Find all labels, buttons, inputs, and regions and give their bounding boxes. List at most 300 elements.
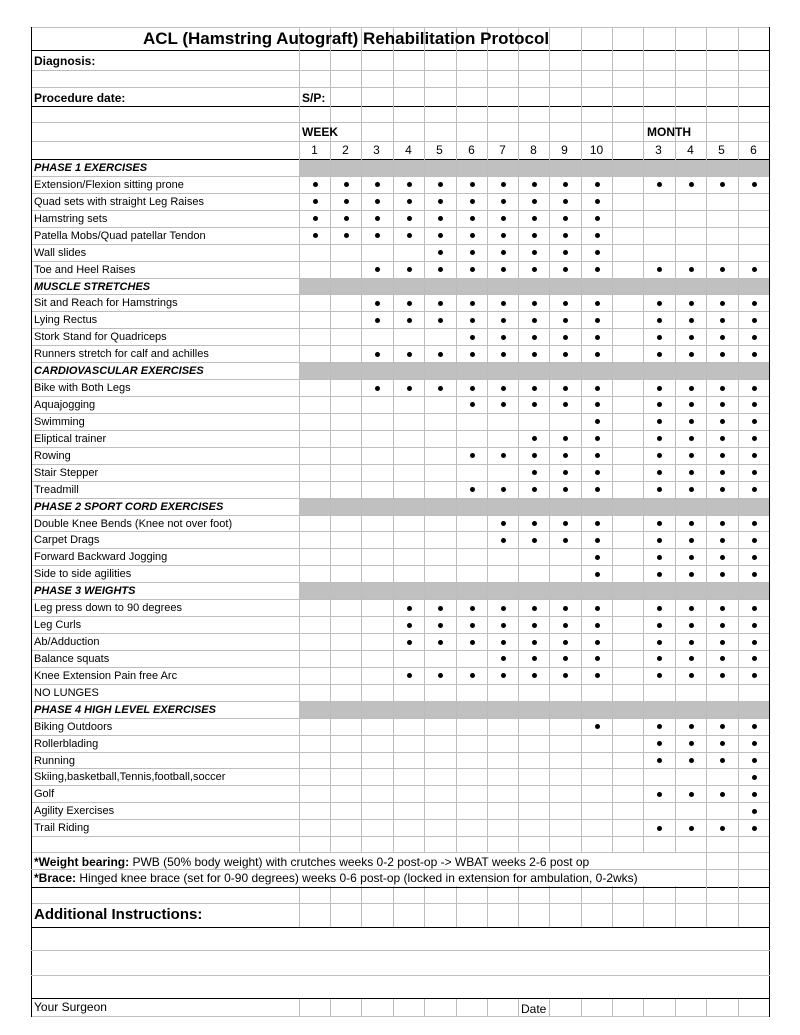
exercise-label: Balance squats: [34, 653, 110, 665]
week-5-marker: [438, 318, 443, 323]
week-9-marker: [563, 318, 568, 323]
month-3-marker: [657, 656, 662, 661]
month-6-marker: [752, 521, 757, 526]
brace-note: [34, 871, 638, 885]
week-6-marker: [470, 402, 475, 407]
week-6-marker: [470, 453, 475, 458]
grid-line-h: [31, 531, 770, 532]
week-7-marker: [501, 521, 506, 526]
exercise-label: Agility Exercises: [34, 805, 115, 817]
week-10-marker: [595, 436, 600, 441]
week-4-marker: [407, 606, 412, 611]
month-5-marker: [720, 352, 725, 357]
exercise-label: Swimming: [34, 416, 85, 428]
grid-line-h: [31, 701, 770, 702]
week-label: WEEK: [302, 125, 338, 139]
exercise-label: Side to side agilities: [34, 568, 132, 580]
week-6-marker: [470, 352, 475, 357]
week-9-marker: [563, 640, 568, 645]
week-2-marker: [344, 216, 349, 221]
month-4-marker: [689, 521, 694, 526]
week-6-marker: [470, 199, 475, 204]
week-8-marker: [532, 318, 537, 323]
grid-line-h: [31, 515, 770, 516]
month-3-marker: [657, 436, 662, 441]
week-10-marker: [595, 673, 600, 678]
month-5-marker: [720, 606, 725, 611]
month-6-marker: [752, 656, 757, 661]
weight-bearing-text: PWB (50% body weight) with crutches weeks 0-2 post-op -> WBAT weeks 2-6 post op: [129, 855, 590, 869]
month-6-marker: [752, 792, 757, 797]
month-4-marker: [689, 182, 694, 187]
week-7-marker: [501, 301, 506, 306]
week-10-marker: [595, 386, 600, 391]
grid-line-h: [31, 1016, 770, 1017]
grid-line-h: [31, 244, 770, 245]
week-10-marker: [595, 182, 600, 187]
instructions-cover: [32, 928, 769, 998]
week-4-marker: [407, 182, 412, 187]
exercise-label: Stork Stand for Quadriceps: [34, 331, 167, 343]
week-10-marker: [595, 233, 600, 238]
week-2-marker: [344, 233, 349, 238]
grid-line-h: [31, 176, 770, 177]
week-4-marker: [407, 301, 412, 306]
week-6-marker: [470, 606, 475, 611]
week-10-marker: [595, 656, 600, 661]
month-3-marker: [657, 538, 662, 543]
week-5-marker: [438, 267, 443, 272]
grid-line-h: [31, 278, 770, 279]
week-6-marker: [470, 250, 475, 255]
grid-line-h: [31, 227, 770, 228]
week-4-marker: [407, 267, 412, 272]
grid-line-h: [31, 903, 770, 904]
week-5-marker: [438, 623, 443, 628]
week-4-marker: [407, 318, 412, 323]
month-4-marker: [689, 453, 694, 458]
month-4-marker: [689, 792, 694, 797]
week-7-marker: [501, 318, 506, 323]
week-10-marker: [595, 419, 600, 424]
week-10-marker: [595, 335, 600, 340]
week-1-marker: [313, 199, 318, 204]
grid-line-h: [31, 481, 770, 482]
month-6-marker: [752, 487, 757, 492]
section-title: CARDIOVASCULAR EXERCISES: [34, 365, 204, 377]
week-10-marker: [595, 301, 600, 306]
month-4-marker: [689, 758, 694, 763]
month-4-marker: [689, 267, 694, 272]
week-5-marker: [438, 199, 443, 204]
month-6-marker: [752, 402, 757, 407]
week-6-marker: [470, 233, 475, 238]
exercise-label: Rowing: [34, 450, 71, 462]
exercise-label: Bike with Both Legs: [34, 382, 131, 394]
month-5-marker: [720, 318, 725, 323]
grid-line-h: [31, 768, 770, 769]
month-4-marker: [689, 555, 694, 560]
grid-line-h: [31, 159, 770, 160]
week-4-marker: [407, 386, 412, 391]
grid-line-h: [31, 498, 770, 499]
grid-line-v: [769, 27, 770, 1017]
month-number: 4: [687, 143, 694, 157]
grid-line-h: [31, 616, 770, 617]
grid-line-h: [31, 802, 770, 803]
grid-line-h: [31, 667, 770, 668]
month-6-marker: [752, 352, 757, 357]
week-7-marker: [501, 673, 506, 678]
section-title: PHASE 4 HIGH LEVEL EXERCISES: [34, 704, 216, 716]
section-band: [300, 363, 769, 379]
month-3-marker: [657, 623, 662, 628]
month-5-marker: [720, 623, 725, 628]
exercise-label: Eliptical trainer: [34, 433, 107, 445]
grid-line-h: [31, 718, 770, 719]
week-8-marker: [532, 216, 537, 221]
grid-line-h: [31, 650, 770, 651]
grid-line-h: [31, 684, 770, 685]
exercise-label: Carpet Drags: [34, 534, 100, 546]
week-10-marker: [595, 250, 600, 255]
week-7-marker: [501, 487, 506, 492]
grid-line-h: [31, 70, 770, 71]
grid-line-h: [31, 328, 770, 329]
surgeon-signature-label: Your Surgeon: [34, 1000, 107, 1014]
exercise-label: Skiing,basketball,Tennis,football,soccer: [34, 771, 226, 783]
section-title: PHASE 3 WEIGHTS: [34, 585, 136, 597]
month-3-marker: [657, 640, 662, 645]
week-number: 10: [589, 143, 604, 157]
week-6-marker: [470, 386, 475, 391]
week-8-marker: [532, 250, 537, 255]
week-3-marker: [375, 216, 380, 221]
week-9-marker: [563, 436, 568, 441]
week-10-marker: [595, 470, 600, 475]
week-9-marker: [563, 673, 568, 678]
week-8-marker: [532, 402, 537, 407]
week-number: 3: [373, 143, 380, 157]
weight-bearing-label: *Weight bearing:: [34, 855, 130, 869]
week-9-marker: [563, 538, 568, 543]
month-4-marker: [689, 623, 694, 628]
week-9-marker: [563, 199, 568, 204]
month-5-marker: [720, 741, 725, 746]
exercise-label: Quad sets with straight Leg Raises: [34, 196, 204, 208]
exercise-label: Hamstring sets: [34, 213, 108, 225]
week-8-marker: [532, 470, 537, 475]
exercise-label: Leg Curls: [34, 619, 82, 631]
month-3-marker: [657, 826, 662, 831]
week-9-marker: [563, 487, 568, 492]
grid-line-h: [31, 27, 770, 28]
month-3-marker: [657, 402, 662, 407]
week-9-marker: [563, 623, 568, 628]
week-8-marker: [532, 640, 537, 645]
week-5-marker: [438, 386, 443, 391]
exercise-label: Extension/Flexion sitting prone: [34, 179, 184, 191]
grid-line-h: [31, 141, 770, 142]
week-2-marker: [344, 182, 349, 187]
grid-line-h: [31, 819, 770, 820]
month-3-marker: [657, 419, 662, 424]
grid-line-h: [31, 599, 770, 600]
week-9-marker: [563, 233, 568, 238]
week-8-marker: [532, 453, 537, 458]
week-6-marker: [470, 623, 475, 628]
exercise-label: Lying Rectus: [34, 314, 98, 326]
week-3-marker: [375, 301, 380, 306]
week-3-marker: [375, 199, 380, 204]
week-number: 5: [436, 143, 443, 157]
week-10-marker: [595, 352, 600, 357]
grid-line-v: [738, 27, 739, 1017]
exercise-label: Ab/Adduction: [34, 636, 100, 648]
brace-text: Hinged knee brace (set for 0-90 degrees) weeks 0-6 post-op (locked in extension for ambulation, 0-2wks): [76, 871, 638, 885]
grid-line-h: [31, 633, 770, 634]
month-5-marker: [720, 267, 725, 272]
exercise-label: Aquajogging: [34, 399, 96, 411]
week-5-marker: [438, 640, 443, 645]
month-5-marker: [720, 487, 725, 492]
exercise-label: Golf: [34, 788, 55, 800]
grid-line-h: [31, 785, 770, 786]
month-6-marker: [752, 453, 757, 458]
month-5-marker: [720, 335, 725, 340]
month-label: MONTH: [647, 125, 691, 139]
grid-line-h: [31, 362, 770, 363]
instruction-line: [31, 998, 770, 999]
week-9-marker: [563, 606, 568, 611]
week-6-marker: [470, 267, 475, 272]
grid-line-h: [31, 122, 770, 123]
week-5-marker: [438, 216, 443, 221]
grid-line-h: [31, 311, 770, 312]
month-5-marker: [720, 826, 725, 831]
month-6-marker: [752, 775, 757, 780]
notes-line: [31, 887, 687, 888]
section-band: [300, 499, 769, 515]
week-7-marker: [501, 352, 506, 357]
week-8-marker: [532, 673, 537, 678]
week-9-marker: [563, 470, 568, 475]
month-5-marker: [720, 436, 725, 441]
week-7-marker: [501, 199, 506, 204]
month-6-marker: [752, 640, 757, 645]
month-5-marker: [720, 656, 725, 661]
month-6-marker: [752, 826, 757, 831]
exercise-label: Leg press down to 90 degrees: [34, 602, 182, 614]
procedure-date-label: Procedure date:: [34, 91, 126, 105]
week-7-marker: [501, 182, 506, 187]
month-5-marker: [720, 640, 725, 645]
instruction-line: [31, 927, 770, 928]
month-3-marker: [657, 555, 662, 560]
month-3-marker: [657, 792, 662, 797]
week-5-marker: [438, 352, 443, 357]
week-1-marker: [313, 216, 318, 221]
month-4-marker: [689, 606, 694, 611]
week-6-marker: [470, 182, 475, 187]
week-7-marker: [501, 216, 506, 221]
exercise-label: NO LUNGES: [34, 687, 99, 699]
month-4-marker: [689, 352, 694, 357]
diagnosis-label: Diagnosis:: [34, 54, 96, 68]
section-band: [300, 279, 769, 294]
page-title: ACL (Hamstring Autograft) Rehabilitation Protocol: [143, 29, 550, 48]
week-4-marker: [407, 673, 412, 678]
week-6-marker: [470, 301, 475, 306]
week-9-marker: [563, 352, 568, 357]
week-9-marker: [563, 182, 568, 187]
week-4-marker: [407, 216, 412, 221]
month-3-marker: [657, 301, 662, 306]
grid-line-h: [31, 50, 770, 51]
week-5-marker: [438, 673, 443, 678]
month-5-marker: [720, 386, 725, 391]
week-9-marker: [563, 453, 568, 458]
week-7-marker: [501, 233, 506, 238]
month-6-marker: [752, 809, 757, 814]
month-4-marker: [689, 741, 694, 746]
section-title: MUSCLE STRETCHES: [34, 281, 151, 293]
exercise-label: Forward Backward Jogging: [34, 551, 168, 563]
week-7-marker: [501, 606, 506, 611]
week-5-marker: [438, 182, 443, 187]
month-6-marker: [752, 335, 757, 340]
week-number: 2: [342, 143, 349, 157]
week-7-marker: [501, 538, 506, 543]
week-10-marker: [595, 453, 600, 458]
month-5-marker: [720, 555, 725, 560]
grid-line-h: [31, 735, 770, 736]
grid-line-h: [31, 447, 770, 448]
month-5-marker: [720, 538, 725, 543]
month-6-marker: [752, 436, 757, 441]
grid-line-h: [31, 582, 770, 583]
week-6-marker: [470, 335, 475, 340]
month-3-marker: [657, 487, 662, 492]
week-9-marker: [563, 250, 568, 255]
week-5-marker: [438, 606, 443, 611]
week-4-marker: [407, 233, 412, 238]
grid-line-h: [31, 294, 770, 295]
week-7-marker: [501, 402, 506, 407]
grid-line-h: [31, 565, 770, 566]
week-10-marker: [595, 318, 600, 323]
exercise-label: Toe and Heel Raises: [34, 264, 136, 276]
week-6-marker: [470, 487, 475, 492]
month-4-marker: [689, 402, 694, 407]
week-9-marker: [563, 402, 568, 407]
week-3-marker: [375, 318, 380, 323]
week-1-marker: [313, 182, 318, 187]
section-title: PHASE 2 SPORT CORD EXERCISES: [34, 501, 224, 513]
exercise-label: Rollerblading: [34, 738, 99, 750]
week-10-marker: [595, 487, 600, 492]
week-9-marker: [563, 386, 568, 391]
date-signature-label: Date: [521, 1002, 547, 1016]
exercise-label: Treadmill: [34, 484, 79, 496]
month-3-marker: [657, 453, 662, 458]
week-8-marker: [532, 352, 537, 357]
month-4-marker: [689, 335, 694, 340]
week-10-marker: [595, 538, 600, 543]
month-number: 5: [718, 143, 725, 157]
month-4-marker: [689, 436, 694, 441]
week-10-marker: [595, 623, 600, 628]
week-7-marker: [501, 640, 506, 645]
month-5-marker: [720, 792, 725, 797]
month-3-marker: [657, 521, 662, 526]
grid-line-h: [31, 210, 770, 211]
grid-line-h: [31, 106, 770, 107]
month-3-marker: [657, 318, 662, 323]
month-5-marker: [720, 758, 725, 763]
month-4-marker: [689, 318, 694, 323]
month-5-marker: [720, 470, 725, 475]
exercise-label: Trail Riding: [34, 822, 90, 834]
week-10-marker: [595, 606, 600, 611]
week-8-marker: [532, 182, 537, 187]
week-10-marker: [595, 640, 600, 645]
month-4-marker: [689, 301, 694, 306]
week-7-marker: [501, 335, 506, 340]
week-6-marker: [470, 318, 475, 323]
exercise-label: Knee Extension Pain free Arc: [34, 670, 178, 682]
month-6-marker: [752, 419, 757, 424]
grid-line-h: [31, 396, 770, 397]
month-6-marker: [752, 386, 757, 391]
week-8-marker: [532, 386, 537, 391]
month-3-marker: [657, 335, 662, 340]
week-8-marker: [532, 606, 537, 611]
grid-line-h: [31, 464, 770, 465]
month-6-marker: [752, 673, 757, 678]
week-number: 1: [311, 143, 318, 157]
week-10-marker: [595, 199, 600, 204]
sp-label: S/P:: [302, 91, 326, 105]
month-4-marker: [689, 656, 694, 661]
week-5-marker: [438, 233, 443, 238]
grid-line-h: [31, 87, 770, 88]
grid-line-h: [31, 379, 770, 380]
week-8-marker: [532, 487, 537, 492]
week-4-marker: [407, 199, 412, 204]
week-5-marker: [438, 301, 443, 306]
week-6-marker: [470, 216, 475, 221]
weight-bearing-note: [34, 855, 589, 869]
grid-line-h: [31, 345, 770, 346]
week-number: 9: [561, 143, 568, 157]
month-3-marker: [657, 470, 662, 475]
exercise-label: Double Knee Bends (Knee not over foot): [34, 518, 233, 530]
week-9-marker: [563, 656, 568, 661]
grid-line-h: [31, 261, 770, 262]
month-6-marker: [752, 606, 757, 611]
week-8-marker: [532, 335, 537, 340]
month-6-marker: [752, 182, 757, 187]
section-band: [300, 583, 769, 599]
week-4-marker: [407, 623, 412, 628]
week-3-marker: [375, 267, 380, 272]
month-4-marker: [689, 470, 694, 475]
month-4-marker: [689, 572, 694, 577]
exercise-label: Running: [34, 755, 75, 767]
week-8-marker: [532, 267, 537, 272]
section-title: PHASE 1 EXERCISES: [34, 162, 148, 174]
